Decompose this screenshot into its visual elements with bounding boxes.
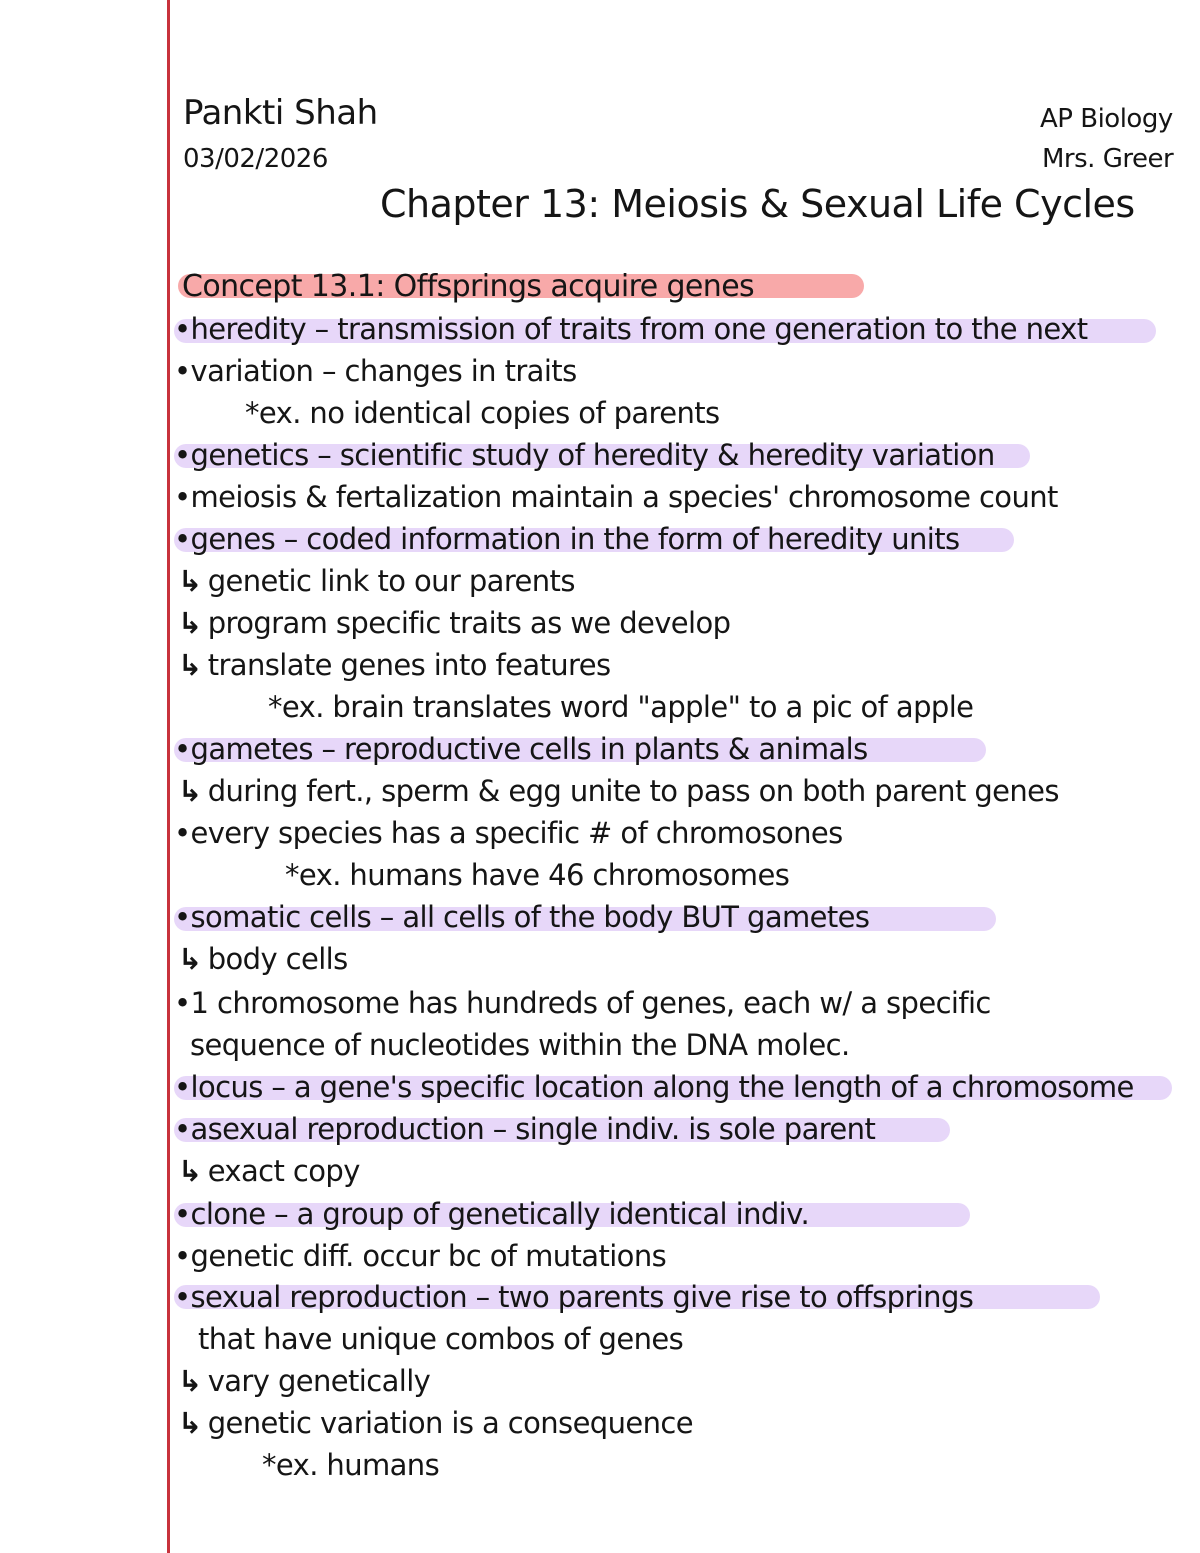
- note-line: •1 chromosome has hundreds of genes, each w/ a specific: [174, 986, 991, 1020]
- hooked-arrow-icon: ↳: [178, 564, 202, 598]
- hooked-arrow-icon: ↳: [178, 942, 202, 976]
- note-line: •genes – coded information in the form of heredity units: [174, 522, 960, 556]
- note-line: •locus – a gene's specific location along the length of a chromosome: [174, 1070, 1134, 1104]
- note-line: •clone – a group of genetically identical indiv.: [174, 1197, 810, 1231]
- hooked-arrow-icon: ↳: [178, 606, 202, 640]
- note-line: •asexual reproduction – single indiv. is sole parent: [174, 1112, 876, 1146]
- note-line: ↳ translate genes into features: [178, 648, 611, 682]
- note-line: •genetics – scientific study of heredity & heredity variation: [174, 438, 995, 472]
- concept-heading: Concept 13.1: Offsprings acquire genes: [182, 269, 755, 304]
- note-line: *ex. no identical copies of parents: [245, 396, 720, 430]
- hooked-arrow-icon: ↳: [178, 1364, 202, 1398]
- note-line: •meiosis & fertalization maintain a species' chromosome count: [174, 480, 1058, 514]
- hooked-arrow-icon: ↳: [178, 1154, 202, 1188]
- note-line: •heredity – transmission of traits from one generation to the next: [174, 312, 1088, 346]
- notebook-margin-line: [167, 0, 170, 1553]
- note-line: •genetic diff. occur bc of mutations: [174, 1239, 667, 1273]
- student-name: Pankti Shah: [183, 93, 378, 133]
- note-line: ↳ genetic link to our parents: [178, 564, 575, 598]
- date: 03/02/2026: [183, 144, 328, 174]
- note-line: *ex. brain translates word "apple" to a pic of apple: [268, 690, 974, 724]
- note-line: •gametes – reproductive cells in plants & animals: [174, 732, 868, 766]
- page-title: Chapter 13: Meiosis & Sexual Life Cycles: [380, 182, 1135, 226]
- hooked-arrow-icon: ↳: [178, 648, 202, 682]
- note-line: ↳ during fert., sperm & egg unite to pass on both parent genes: [178, 774, 1059, 808]
- note-line: •variation – changes in traits: [174, 354, 577, 388]
- note-line: •every species has a specific # of chromosones: [174, 816, 843, 850]
- note-line: •sexual reproduction – two parents give rise to offsprings: [174, 1280, 974, 1314]
- note-line: ↳ vary genetically: [178, 1364, 431, 1398]
- note-line: *ex. humans have 46 chromosomes: [285, 858, 790, 892]
- note-line: ↳ program specific traits as we develop: [178, 606, 731, 640]
- note-line: sequence of nucleotides within the DNA molec.: [190, 1028, 850, 1062]
- course-name: AP Biology: [1040, 104, 1173, 134]
- note-line: ↳ genetic variation is a consequence: [178, 1406, 694, 1440]
- note-line: ↳ body cells: [178, 942, 348, 976]
- note-line: ↳ exact copy: [178, 1154, 360, 1188]
- note-line: that have unique combos of genes: [198, 1322, 684, 1356]
- hooked-arrow-icon: ↳: [178, 1406, 202, 1440]
- note-line: *ex. humans: [262, 1448, 440, 1482]
- note-line: •somatic cells – all cells of the body BUT gametes: [174, 900, 870, 934]
- hooked-arrow-icon: ↳: [178, 774, 202, 808]
- teacher-name: Mrs. Greer: [1042, 144, 1174, 174]
